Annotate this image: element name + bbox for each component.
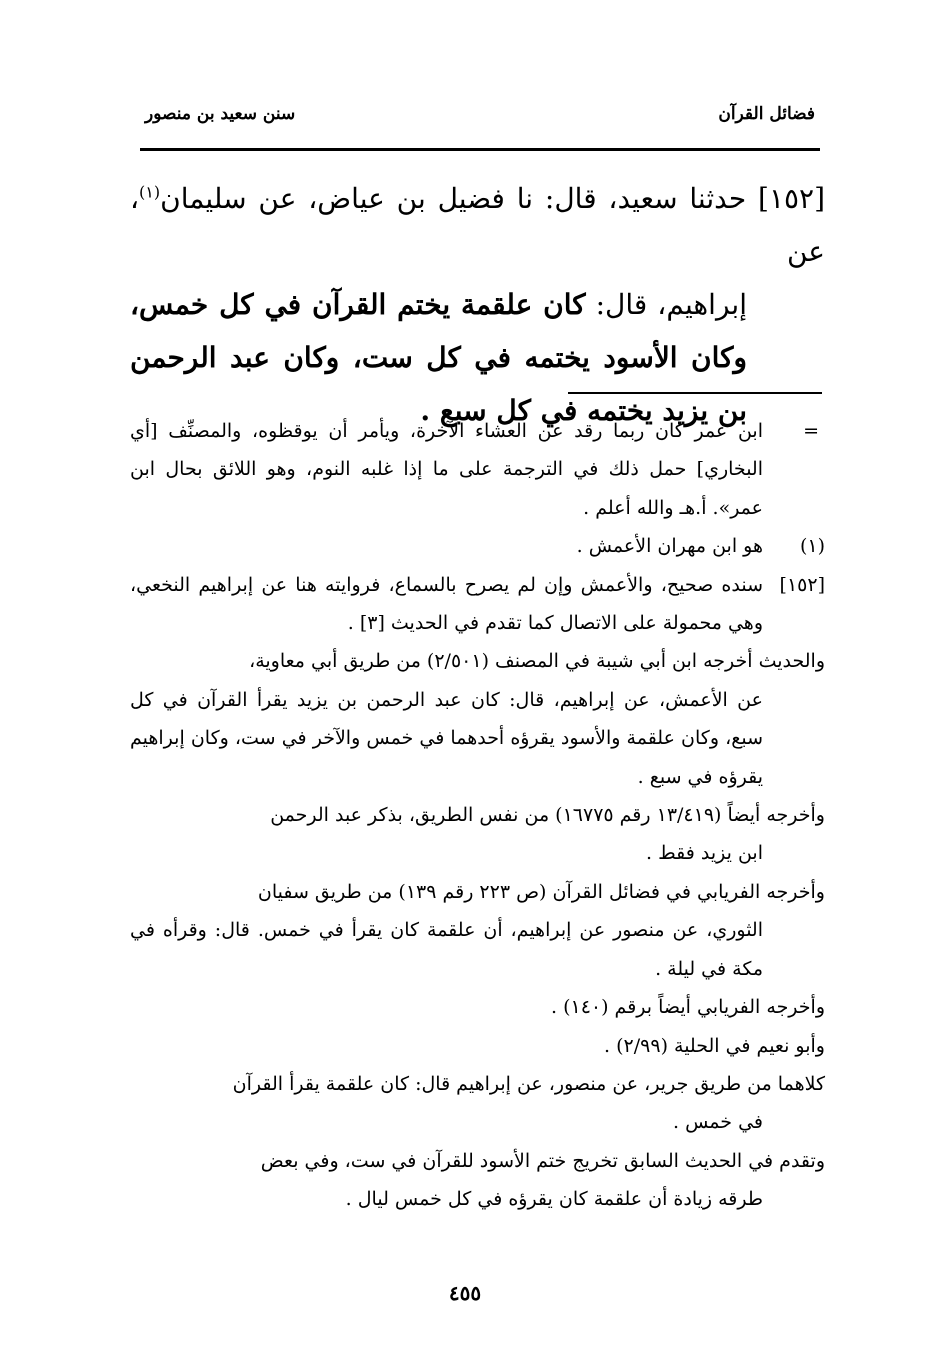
paragraph-first-line: والحديث أخرجه ابن أبي شيبة في المصنف (٢/٥٠١) من طريق أبي معاوية، <box>249 650 825 673</box>
paragraph-first-line: كلاهما من طريق جرير، عن منصور، عن إبراهيم قال: كان علقمة يقرأ القرآن <box>232 1072 825 1095</box>
hadith-isnad-continued: ، عن <box>130 182 825 268</box>
continued-marker: = <box>803 420 819 442</box>
takhrij-paragraph <box>130 642 825 796</box>
footnote-reference: (١) <box>139 182 161 202</box>
hadith-text <box>130 172 825 437</box>
takhrij-paragraph <box>130 1142 825 1219</box>
paragraph-continuation: في خمس . <box>673 1111 763 1134</box>
book-title: سنن سعيد بن منصور <box>145 104 296 124</box>
footnote-1-marker: (١) <box>799 535 825 558</box>
footnote-1-text: هو ابن مهران الأعمش . <box>576 535 763 558</box>
hadith-isnad-line2: إبراهيم، قال: <box>585 288 747 321</box>
takhrij-paragraph <box>130 796 825 873</box>
footnote-divider <box>568 392 822 394</box>
takhrij-paragraph <box>130 1027 825 1065</box>
paragraph-first-line: وأبو نعيم في الحلية (٢/٩٩) . <box>604 1034 825 1057</box>
paragraph-first-line: وأخرجه الفريابي في فضائل القرآن (ص ٢٢٣ رقم ١٣٩) من طريق سفيان <box>257 880 825 903</box>
paragraph-continuation: ابن يزيد فقط . <box>646 842 763 865</box>
takhrij-marker: [١٥٢] <box>779 573 825 596</box>
header-divider <box>140 148 820 151</box>
hadith-number: [١٥٢] <box>758 182 825 215</box>
paragraph-continuation: الثوري، عن منصور عن إبراهيم، أن علقمة كان يقرأ في خمس. قال: وقرأه في مكة في ليلة . <box>130 919 763 980</box>
takhrij-paragraph <box>130 1065 825 1142</box>
hadith-isnad: حدثنا سعيد، قال: نا فضيل بن عياض، عن سليمان <box>160 182 747 215</box>
takhrij-note <box>130 566 825 643</box>
takhrij-text: سنده صحيح، والأعمش وإن لم يصرح بالسماع، فروايته هنا عن إبراهيم النخعي، وهي محمولة على الاتصال كما تقدم في الحديث [٣] . <box>130 573 763 635</box>
running-header <box>145 104 815 134</box>
footnotes-section <box>130 412 825 1219</box>
paragraph-continuation: عن الأعمش، عن إبراهيم، قال: كان عبد الرحمن بن يزيد يقرأ القرآن في كل سبع، وكان علقمة والأسود يقرؤه أحدهما في خمس والآخر في ست، وكان إبراهيم يقرؤه في سبع . <box>130 688 763 788</box>
section-title: فضائل القرآن <box>718 104 815 124</box>
continued-footnote <box>130 412 825 527</box>
takhrij-paragraph <box>130 988 825 1026</box>
takhrij-paragraph <box>130 873 825 988</box>
footnote-1 <box>130 527 825 565</box>
hadith-matn: كان علقمة يختم القرآن في كل خمس، وكان الأسود يختمه في كل ست، وكان عبد الرحمن بن يزيد يختمه في كل سبع . <box>130 288 747 427</box>
paragraph-first-line: وأخرجه الفريابي أيضاً برقم (١٤٠) . <box>550 996 825 1019</box>
paragraph-continuation: طرقه زيادة أن علقمة كان يقرؤه في كل خمس ليال . <box>345 1188 763 1211</box>
paragraph-first-line: وتقدم في الحديث السابق تخريج ختم الأسود للقرآن في ست، وفي بعض <box>260 1149 825 1172</box>
continued-footnote-text: ابن عمر كان ربما رقد عن العشاء الآخرة، ويأمر أن يوقظوه، والمصنِّف [أي البخاري] حمل ذلك في الترجمة على ما إذا غلبه النوم، وهو اللائق بحال ابن عمر». أ.هـ والله أعلم . <box>130 420 763 519</box>
page-number: ٤٥٥ <box>448 1281 482 1305</box>
paragraph-first-line: وأخرجه أيضاً (١٣/٤١٩ رقم ١٦٧٧٥) من نفس الطريق، بذكر عبد الرحمن <box>270 804 825 827</box>
